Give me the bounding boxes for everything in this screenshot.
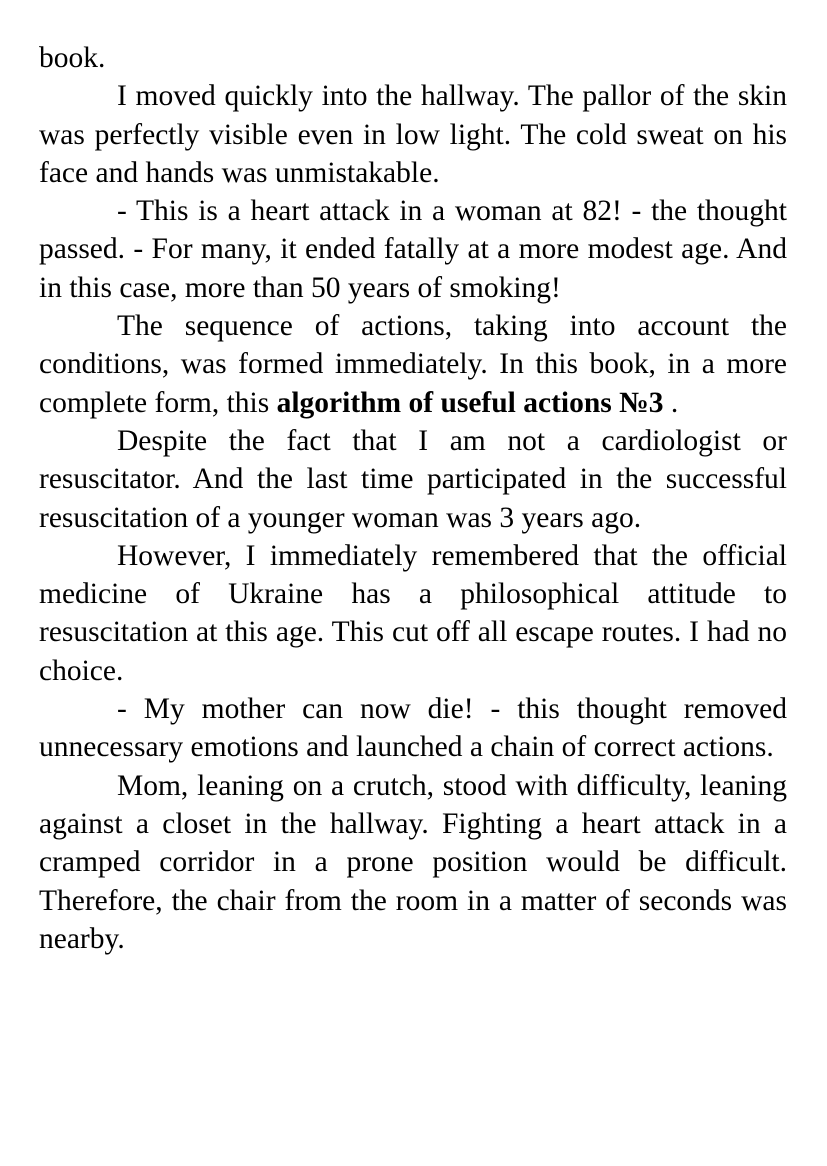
paragraph-official-medicine: However, I immediately remembered that the official medicine of Ukraine has a philosophical attitude to resuscitation at this age. This cut off all escape routes. I had no choice.: [39, 539, 787, 687]
paragraph-sequence-end: .: [663, 386, 679, 419]
paragraph-sequence-of-actions: [39, 307, 787, 422]
algorithm-reference: algorithm of useful actions №3: [276, 386, 664, 419]
paragraph-sequence-text: The sequence of actions, taking into account the conditions, was formed immediately. In this book, in a more complete form, this: [39, 310, 787, 419]
paragraph-continuation: book.: [39, 42, 106, 74]
paragraph-hallway: I moved quickly into the hallway. The pallor of the skin was perfectly visible even in low light. The cold sweat on his face and hands was unmistakable.: [39, 80, 787, 189]
paragraph-heart-attack-thought: - This is a heart attack in a woman at 82! - the thought passed. - For many, it ended fatally at a more modest age. And in this case, more than 50 years of smoking!: [39, 195, 787, 304]
paragraph-not-cardiologist: Despite the fact that I am not a cardiologist or resuscitator. And the last time participated in the successful resuscitation of a younger woman was 3 years ago.: [39, 424, 787, 534]
paragraph-mom-crutch: Mom, leaning on a crutch, stood with difficulty, leaning against a closet in the hallway. Fighting a heart attack in a cramped corridor in a prone position would be difficult. Therefore, the chair from the room in a matter of seconds was nearby.: [39, 769, 787, 955]
document-page: [39, 39, 787, 958]
paragraph-mother-can-die: - My mother can now die! - this thought removed unnecessary emotions and launched a chain of correct actions.: [39, 693, 787, 764]
